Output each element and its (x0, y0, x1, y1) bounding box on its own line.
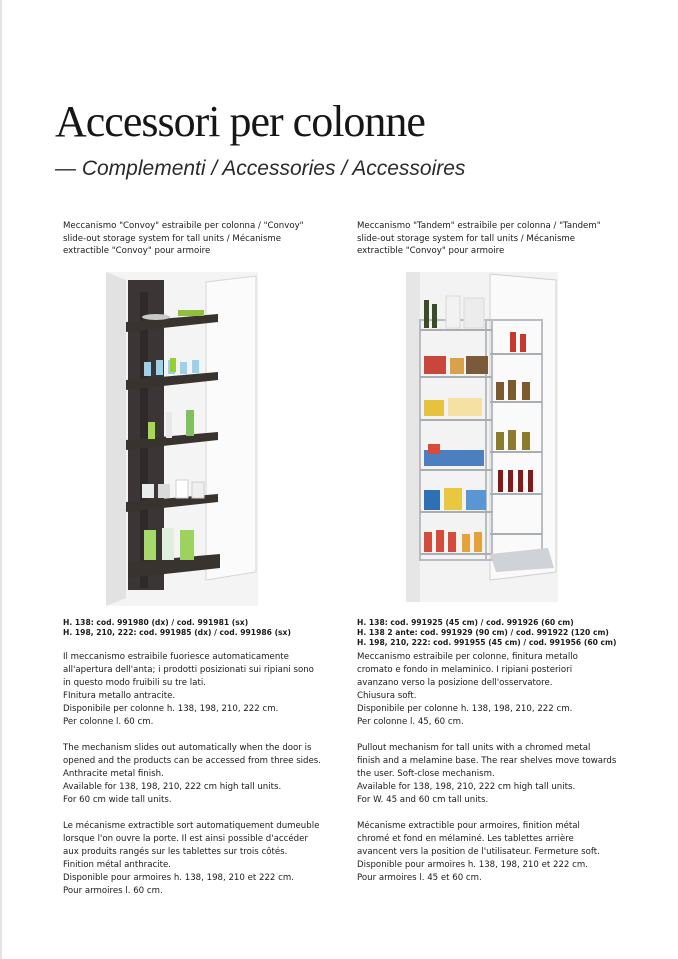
convoy-text-fr: Le mécanisme extractible sort automatiquement dumeuble lorsque l'on ouvre la porte. Il est ainsi possible d'accéder aux produits rangés sur les tablettes sur trois côtés. Finition métal anthracite. Disponible pour armoires h. 138, 198, 210 et 222 cm. Pour armoires l. 60 cm. (63, 821, 320, 896)
tandem-codes (357, 618, 616, 649)
tandem-description (357, 651, 616, 885)
code-line: H. 138 2 ante: cod. 991929 (90 cm) / cod. 991922 (120 cm) (357, 628, 609, 638)
code-line: H. 138: cod. 991980 (dx) / cod. 991981 (sx) (63, 618, 249, 627)
tandem-product-image (406, 272, 558, 602)
tandem-text-en: Pullout mechanism for tall units with a chromed metal finish and a melamine base. The rear shelves move towards the user. Soft-close mechanism. Available for 138, 198, 210, 222 cm high tall units. For W. 45 and 60 cm tall units. (357, 743, 617, 805)
tandem-intro: Meccanismo "Tandem" estraibile per colonna / "Tandem" slide-out storage system for tall units / Mécanisme extractible "Convoy" pour armoire (357, 221, 601, 256)
tandem-text-fr: Mécanisme extractible pour armoires, finition métal chromé et fond en mélaminé. Les tablettes arrière avancent vers la position de l'utilisateur. Fermeture soft. Disponible pour armoires h. 138, 198, 210 et 222 cm. Pour armoires l. 45 et 60 cm. (357, 821, 600, 883)
convoy-codes (63, 618, 291, 638)
convoy-description (63, 651, 321, 898)
convoy-section (63, 220, 338, 896)
convoy-intro: Meccanismo "Convoy" estraibile per colonna / "Convoy" slide-out storage system for tall units / Mécanisme extractible "Convoy" pour armoire (63, 221, 304, 256)
convoy-text-en: The mechanism slides out automatically when the door is opened and the products can be accessed from three sides. Anthracite metal finish. Available for 138, 198, 210, 222 cm high tall units. For 60 cm wide tall units. (63, 743, 322, 805)
code-line: H. 138: cod. 991925 (45 cm) / cod. 991926 (60 cm) (357, 618, 574, 627)
convoy-text-it: Il meccanismo estraibile fuoriesce automaticamente all'apertura dell'anta; i prodotti posizionati sui ripiani sono in questo modo fruibili su tre lati. FInitura metallo antracite. Disponibile per colonne h. 138, 198, 210, 222 cm. Per colonne l. 60 cm. (63, 652, 314, 727)
code-line: H. 198, 210, 222: cod. 991985 (dx) / cod. 991986 (sx) (63, 628, 291, 638)
page-edge (0, 0, 2, 959)
convoy-product-image (106, 272, 258, 606)
page-title: Accessori per colonne (55, 97, 425, 146)
tandem-section (357, 220, 632, 883)
tandem-text-it: Meccanismo estraibile per colonne, finitura metallo cromato e fondo in melaminico. I ripiani posteriori avanzano verso la posizione dell'osservatore. Chiusura soft. Disponibile per colonne h. 138, 198, 210, 222 cm. Per colonne l. 45, 60 cm. (357, 652, 578, 727)
page-subtitle: — Complementi / Accessories / Accessoires (55, 157, 466, 180)
code-line: H. 198, 210, 222: cod. 991955 (45 cm) / cod. 991956 (60 cm) (357, 638, 617, 648)
